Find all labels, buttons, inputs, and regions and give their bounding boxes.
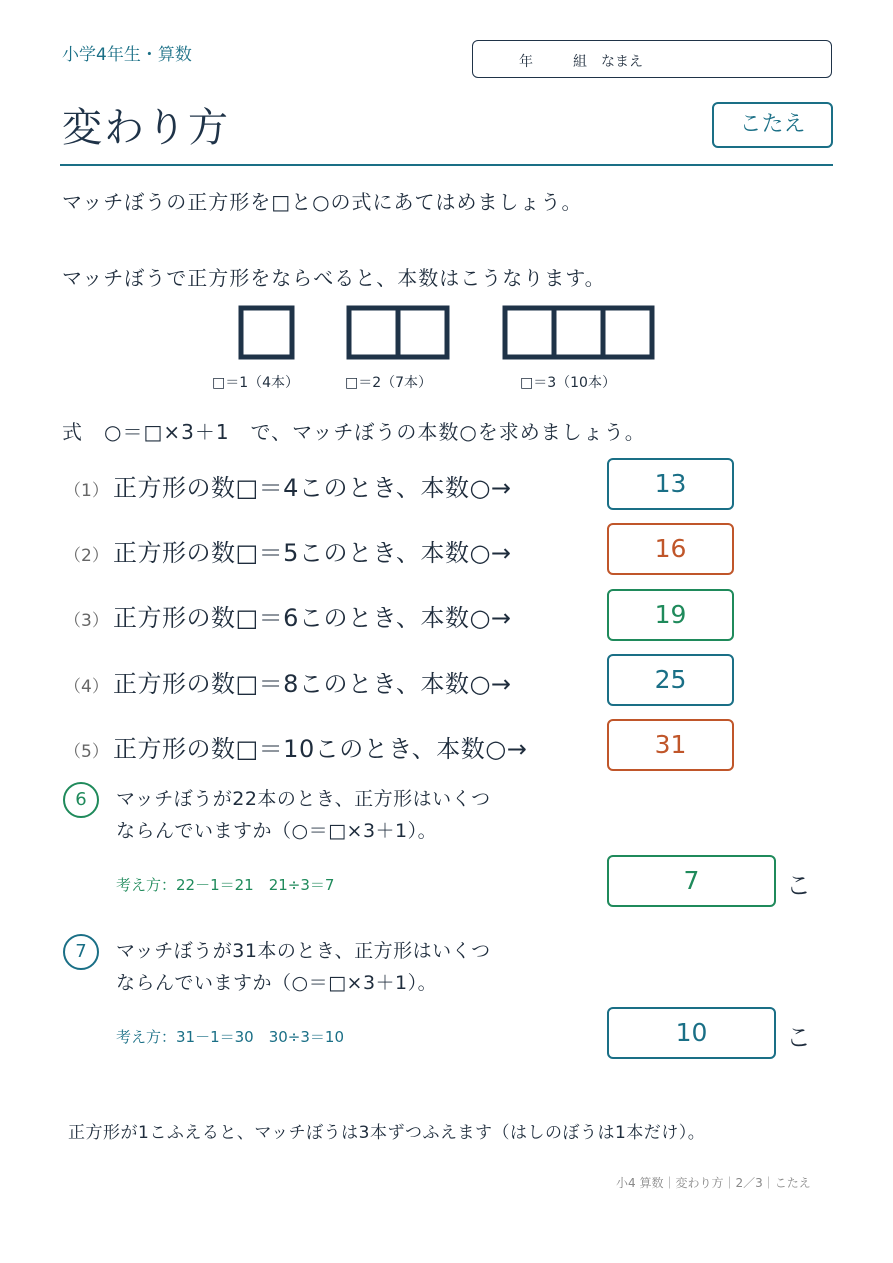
question-4-answer-box[interactable]: 25	[607, 654, 734, 706]
problem-6-thinking: 考え方：22－1＝21 21÷3＝7	[116, 876, 335, 894]
page-footer: 小4 算数｜変わり方｜2／3｜こたえ	[616, 1176, 811, 1190]
problem-7-number-circle: 7	[63, 934, 99, 970]
question-5-answer-box[interactable]: 31	[607, 719, 734, 771]
problem-6-line-1: マッチぼうが22本のとき、正方形はいくつ	[116, 788, 491, 810]
problem-7-line-1: マッチぼうが31本のとき、正方形はいくつ	[116, 940, 491, 962]
problem-6-answer-box[interactable]: 7	[607, 855, 776, 907]
figure-2-square-1	[349, 308, 398, 357]
question-3-text: 正方形の数□＝6このとき、本数○→	[113, 604, 512, 632]
question-3-answer-box[interactable]: 19	[607, 589, 734, 641]
question-3-number: （3）	[64, 611, 109, 631]
problem-7-unit: こ	[786, 1023, 812, 1052]
figure-3-caption: □＝3（10本）	[520, 375, 616, 391]
question-1-number: （1）	[64, 481, 109, 501]
question-2-number: （2）	[64, 546, 109, 566]
question-5-number: （5）	[64, 742, 109, 762]
figure-2-caption: □＝2（7本）	[345, 375, 433, 391]
problem-6-line-2: ならんでいますか（○＝□×3＋1）。	[116, 820, 438, 842]
question-1-answer-box[interactable]: 13	[607, 458, 734, 510]
page-title: 変わり方	[62, 105, 230, 151]
question-2-text: 正方形の数□＝5このとき、本数○→	[113, 539, 512, 567]
problem-6-number-circle: 6	[63, 782, 99, 818]
name-box-nen-label: 年	[519, 54, 533, 70]
intro-text: マッチぼうで正方形をならべると、本数はこうなります。	[62, 266, 606, 290]
problem-7-thinking: 考え方：31－1＝30 30÷3＝10	[116, 1028, 345, 1046]
formula-text: 式 ○＝□×3＋1 で、マッチぼうの本数○を求めましょう。	[62, 420, 646, 444]
instruction-text: マッチぼうの正方形を□と○の式にあてはめましょう。	[62, 190, 583, 214]
question-5-text: 正方形の数□＝10このとき、本数○→	[113, 735, 528, 763]
figure-1-square-1	[241, 308, 292, 357]
question-4-text: 正方形の数□＝8このとき、本数○→	[113, 670, 512, 698]
figure-3-square-1	[505, 308, 554, 357]
matchstick-figures	[0, 0, 893, 400]
answer-badge: こたえ	[712, 102, 833, 148]
problem-6-unit: こ	[786, 871, 812, 900]
hint-note: 正方形が1こふえると、マッチぼうは3本ずつふえます（はしのぼうは1本だけ）。	[68, 1123, 706, 1143]
question-4-number: （4）	[64, 677, 109, 697]
name-box-namae-label: なまえ	[601, 54, 643, 70]
question-2-answer-box[interactable]: 16	[607, 523, 734, 575]
figure-2-square-2	[398, 308, 447, 357]
figure-3-square-2	[554, 308, 603, 357]
figure-3-square-3	[603, 308, 652, 357]
problem-7-answer-box[interactable]: 10	[607, 1007, 776, 1059]
name-box-kumi-label: 組	[573, 54, 587, 70]
question-1-text: 正方形の数□＝4このとき、本数○→	[113, 474, 512, 502]
grade-subject-label: 小学4年生・算数	[62, 45, 192, 65]
problem-7-line-2: ならんでいますか（○＝□×3＋1）。	[116, 972, 438, 994]
figure-1-caption: □＝1（4本）	[212, 375, 300, 391]
